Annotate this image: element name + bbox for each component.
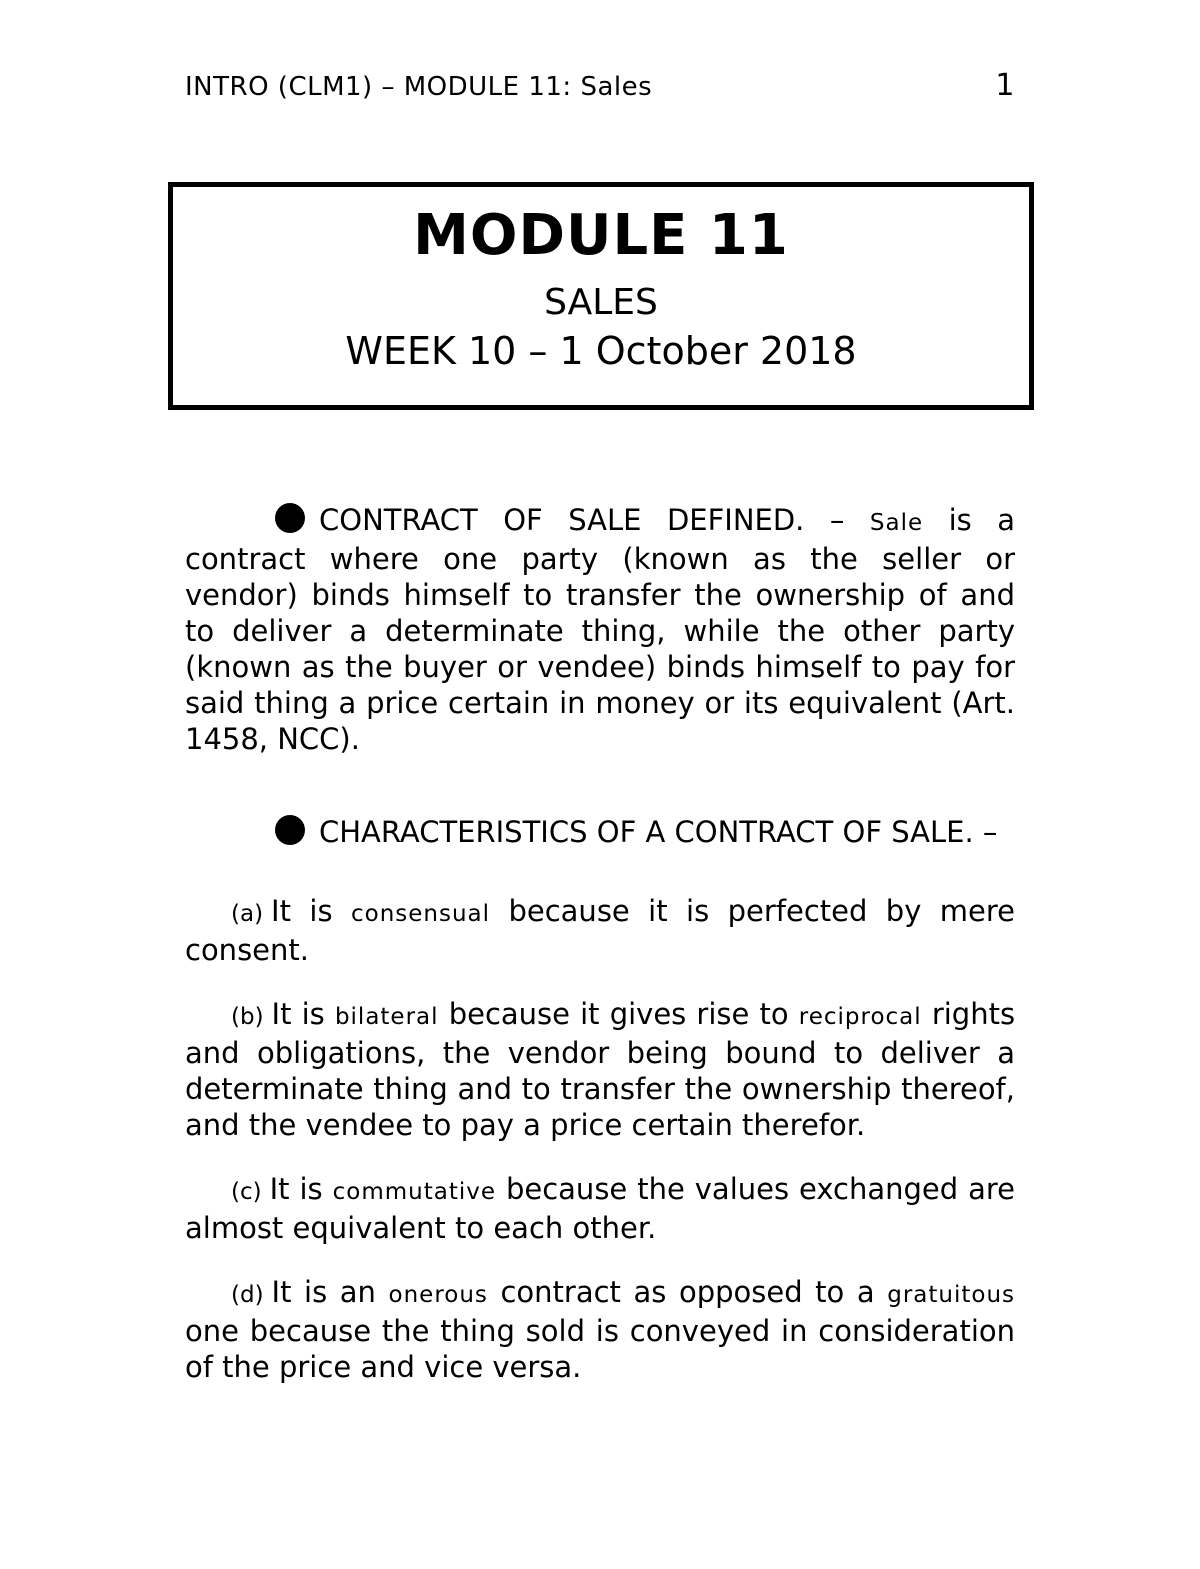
item-pre: It is an bbox=[271, 1275, 376, 1309]
item-term-2: gratuitous bbox=[887, 1282, 1016, 1308]
section1-heading: CONTRACT OF SALE DEFINED. bbox=[319, 503, 805, 537]
item-label: (b) bbox=[231, 1004, 264, 1030]
item-pre: It is bbox=[271, 997, 325, 1031]
bullet-one-icon bbox=[275, 503, 305, 533]
characteristic-item-d bbox=[185, 1274, 1015, 1385]
document-body bbox=[185, 502, 1015, 1385]
item-label: (a) bbox=[231, 901, 264, 927]
bullet-two-icon bbox=[275, 815, 305, 845]
characteristic-item-c bbox=[185, 1171, 1015, 1246]
item-body: because the values exchanged are almost equivalent to each other. bbox=[185, 1172, 1016, 1245]
module-title-box bbox=[168, 182, 1034, 410]
item-mid: contract as opposed to a bbox=[500, 1275, 875, 1309]
module-subject: SALES bbox=[544, 282, 658, 323]
running-title: INTRO (CLM1) – MODULE 11: Sales bbox=[185, 72, 653, 102]
item-body: rights and obligations, the vendor being bound to deliver a determinate thing and to transfer the ownership thereof, and the vendee to pay a price certain therefor. bbox=[185, 997, 1016, 1142]
module-title: MODULE 11 bbox=[413, 203, 789, 268]
item-body: one because the thing sold is conveyed in consideration of the price and vice versa. bbox=[185, 1314, 1015, 1384]
item-body: because it is perfected by mere consent. bbox=[185, 894, 1016, 967]
section2-heading: CHARACTERISTICS OF A CONTRACT OF SALE. – bbox=[319, 815, 998, 849]
item-label: (c) bbox=[231, 1179, 262, 1205]
item-term-2: reciprocal bbox=[798, 1004, 922, 1030]
item-label: (d) bbox=[231, 1282, 264, 1308]
section1-body: is a contract where one party (known as the seller or vendor) binds himself to transfer the ownership of and to deliver a determinate thing, while the other party (known as the buyer or vendee) binds himself to pay for said thing a price certain in money or its equivalent bbox=[185, 503, 1016, 720]
module-week-date: WEEK 10 – 1 October 2018 bbox=[345, 329, 857, 373]
page-number: 1 bbox=[995, 68, 1015, 103]
section-characteristics-heading bbox=[185, 811, 1015, 853]
section1-citation: (Art. 1458, NCC). bbox=[185, 686, 1015, 756]
characteristic-item-a bbox=[185, 893, 1015, 968]
section1-dash: – bbox=[829, 503, 845, 537]
section1-term: Sale bbox=[869, 510, 924, 536]
item-term: commutative bbox=[332, 1179, 496, 1205]
running-header bbox=[185, 68, 1015, 112]
section-contract-defined bbox=[185, 502, 1015, 757]
characteristic-item-b bbox=[185, 996, 1015, 1143]
item-term: consensual bbox=[350, 901, 491, 927]
item-pre: It is bbox=[269, 1172, 323, 1206]
item-pre: It is bbox=[271, 894, 333, 928]
item-mid: because it gives rise to bbox=[448, 997, 789, 1031]
item-term: onerous bbox=[388, 1282, 488, 1308]
item-term: bilateral bbox=[334, 1004, 439, 1030]
